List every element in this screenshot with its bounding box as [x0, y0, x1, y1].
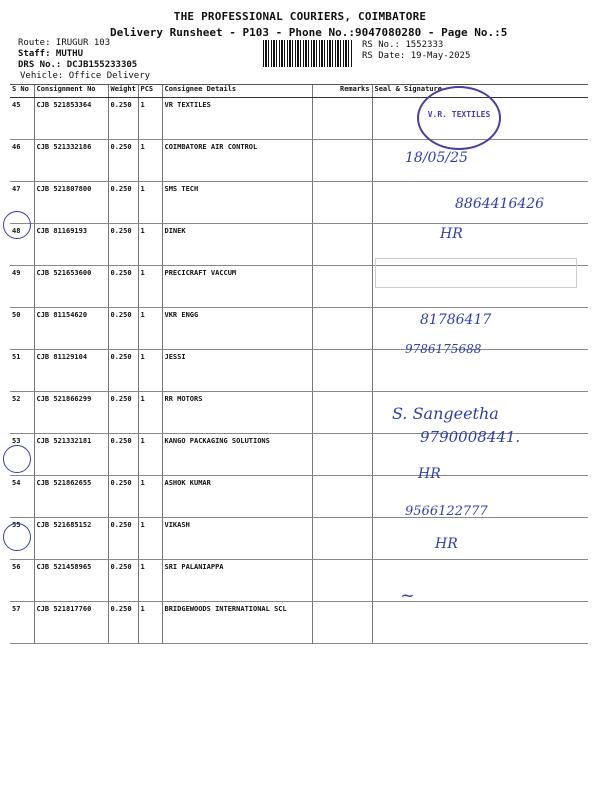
col-sno: S No — [10, 85, 34, 98]
row-consignment-no: CJB 521866299 — [34, 392, 108, 434]
table-row — [10, 140, 588, 182]
row-sno: 46 — [10, 140, 34, 182]
row-consignment-no: CJB 521332181 — [34, 434, 108, 476]
row-weight: 0.250 — [108, 476, 138, 518]
runsheet-table — [10, 84, 588, 644]
col-weight: Weight — [108, 85, 138, 98]
row-consignee: COIMBATORE AIR CONTROL — [162, 140, 312, 182]
signature-54: HR — [418, 466, 441, 482]
row-signature — [372, 602, 588, 644]
row-sno: 52 — [10, 392, 34, 434]
row-consignment-no: CJB 521685152 — [34, 518, 108, 560]
row-54-circle-mark — [3, 445, 31, 473]
row-consignee: KANGO PACKAGING SOLUTIONS — [162, 434, 312, 476]
row-consignment-no: CJB 521807800 — [34, 182, 108, 224]
row-pcs: 1 — [138, 266, 162, 308]
row-consignment-no: CJB 521817760 — [34, 602, 108, 644]
row-consignment-no: CJB 521862655 — [34, 476, 108, 518]
row-sno: 57 — [10, 602, 34, 644]
signature-57: ~ — [400, 585, 416, 606]
signature-53-name: S. Sangeetha — [392, 404, 499, 423]
row-remarks — [312, 476, 372, 518]
signature-46: 18/05/25 — [405, 150, 468, 166]
route-label: Route: IRUGUR 103 — [18, 38, 111, 48]
row-pcs: 1 — [138, 518, 162, 560]
table-row — [10, 476, 588, 518]
row-sno: 47 — [10, 182, 34, 224]
signature-48-initials: HR — [440, 226, 463, 242]
row-sno: 45 — [10, 98, 34, 140]
row-consignee: VKR ENGG — [162, 308, 312, 350]
row-weight: 0.250 — [108, 392, 138, 434]
row-remarks — [312, 350, 372, 392]
row-pcs: 1 — [138, 140, 162, 182]
row-pcs: 1 — [138, 434, 162, 476]
row-remarks — [312, 560, 372, 602]
row-remarks — [312, 518, 372, 560]
row-sno: 55 — [10, 518, 34, 560]
barcode — [263, 40, 353, 67]
row-weight: 0.250 — [108, 98, 138, 140]
company-title: THE PROFESSIONAL COURIERS, COIMBATORE — [173, 10, 427, 23]
col-consignment: Consignment No — [34, 85, 108, 98]
row-sno: 56 — [10, 560, 34, 602]
row-consignee: ASHOK KUMAR — [162, 476, 312, 518]
row-consignee: VR TEXTILES — [162, 98, 312, 140]
rs-number: RS No.: 1552333 — [362, 40, 444, 50]
row-weight: 0.250 — [108, 224, 138, 266]
row-pcs: 1 — [138, 476, 162, 518]
row-consignment-no: CJB 81154620 — [34, 308, 108, 350]
signature-51: 9786175688 — [405, 342, 482, 356]
row-consignee: BRIDGEWOODS INTERNATIONAL SCL — [162, 602, 312, 644]
row-pcs: 1 — [138, 350, 162, 392]
vehicle-label: Vehicle: Office Delivery — [20, 71, 151, 81]
row-48-circle-mark — [3, 211, 31, 239]
row-56-circle-mark — [3, 523, 31, 551]
table-row — [10, 560, 588, 602]
row-consignment-no: CJB 521332186 — [34, 140, 108, 182]
row-consignee: JESSI — [162, 350, 312, 392]
row-pcs: 1 — [138, 98, 162, 140]
row-remarks — [312, 266, 372, 308]
row-sno: 50 — [10, 308, 34, 350]
rs-date: RS Date: 19-May-2025 — [362, 51, 471, 61]
row-remarks — [312, 224, 372, 266]
col-remarks: Remarks — [312, 85, 372, 98]
row-weight: 0.250 — [108, 350, 138, 392]
row-sno: 54 — [10, 476, 34, 518]
col-pcs: PCS — [138, 85, 162, 98]
row-weight: 0.250 — [108, 560, 138, 602]
runsheet-subtitle: Delivery Runsheet - P103 - Phone No.:9047080280 - Page No.:5 — [110, 26, 508, 39]
drs-number: DRS No.: DCJB155233305 — [18, 60, 138, 70]
vr-textiles-stamp — [417, 86, 501, 150]
table-header-row — [10, 85, 588, 98]
row-weight: 0.250 — [108, 182, 138, 224]
row-remarks — [312, 434, 372, 476]
staff-label: Staff: MUTHU — [18, 49, 84, 59]
row-consignment-no: CJB 81169193 — [34, 224, 108, 266]
row-weight: 0.250 — [108, 602, 138, 644]
row-remarks — [312, 182, 372, 224]
row-consignee: VIKASH — [162, 518, 312, 560]
row-sno: 51 — [10, 350, 34, 392]
row-sno: 53 — [10, 434, 34, 476]
signature-56: HR — [435, 536, 458, 552]
signature-55: 9566122777 — [405, 504, 488, 519]
row-weight: 0.250 — [108, 266, 138, 308]
table-row — [10, 518, 588, 560]
row-pcs: 1 — [138, 182, 162, 224]
row-weight: 0.250 — [108, 308, 138, 350]
row-pcs: 1 — [138, 308, 162, 350]
row-pcs: 1 — [138, 602, 162, 644]
row-consignment-no: CJB 81129104 — [34, 350, 108, 392]
row-pcs: 1 — [138, 392, 162, 434]
row-signature — [372, 518, 588, 560]
row-consignee: DINEK — [162, 224, 312, 266]
faint-stamp — [375, 258, 577, 288]
row-remarks — [312, 98, 372, 140]
row-remarks — [312, 140, 372, 182]
stamp-text: V.R. TEXTILES — [427, 110, 491, 119]
signature-53-phone: 9790008441. — [420, 428, 521, 446]
table-row — [10, 98, 588, 140]
row-weight: 0.250 — [108, 518, 138, 560]
row-sno: 48 — [10, 224, 34, 266]
row-remarks — [312, 308, 372, 350]
signature-48-phone: 8864416426 — [455, 196, 545, 212]
row-consignment-no: CJB 521653600 — [34, 266, 108, 308]
row-consignee: PRECICRAFT VACCUM — [162, 266, 312, 308]
row-pcs: 1 — [138, 224, 162, 266]
col-signature: Seal & Signature — [372, 85, 588, 98]
row-sno: 49 — [10, 266, 34, 308]
table-row — [10, 350, 588, 392]
row-consignment-no: CJB 521458965 — [34, 560, 108, 602]
row-consignee: SMS TECH — [162, 182, 312, 224]
row-consignee: RR MOTORS — [162, 392, 312, 434]
table-row — [10, 602, 588, 644]
row-consignment-no: CJB 521853364 — [34, 98, 108, 140]
row-consignee: SRI PALANIAPPA — [162, 560, 312, 602]
row-remarks — [312, 602, 372, 644]
signature-50: 81786417 — [420, 312, 492, 328]
col-consignee: Consignee Details — [162, 85, 312, 98]
row-remarks — [312, 392, 372, 434]
table-row — [10, 308, 588, 350]
row-weight: 0.250 — [108, 140, 138, 182]
row-pcs: 1 — [138, 560, 162, 602]
row-weight: 0.250 — [108, 434, 138, 476]
